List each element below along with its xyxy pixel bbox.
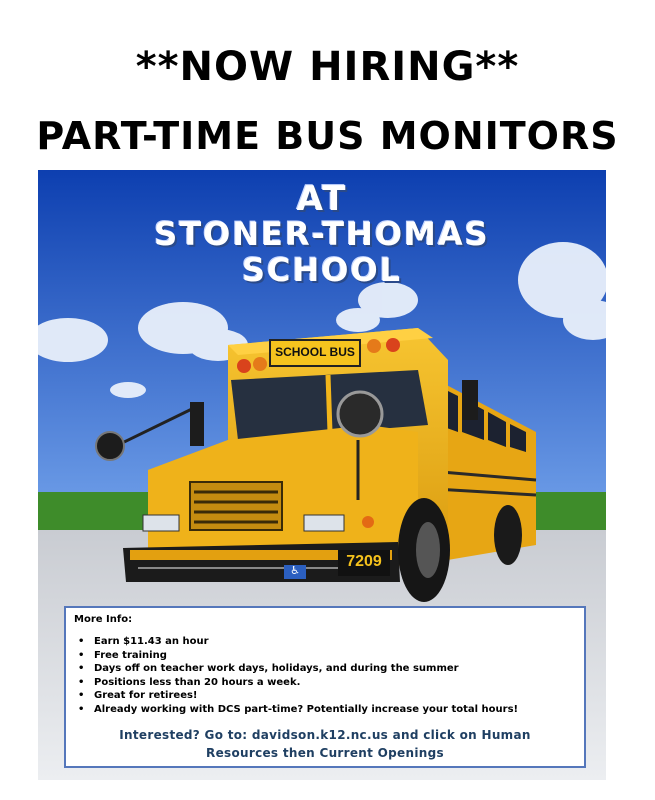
more-info-box xyxy=(64,606,586,768)
bus-sign-text: SCHOOL BUS xyxy=(275,345,355,359)
list-item: • Great for retirees! xyxy=(74,689,576,703)
overlay-school-name: STONER-THOMAS xyxy=(154,215,490,253)
more-info-title: More Info: xyxy=(74,614,133,625)
overlay-at: AT xyxy=(296,179,348,219)
cta-line-1: Interested? Go to: davidson.k12.nc.us and click on Human xyxy=(119,728,531,742)
headline-now-hiring: **NOW HIRING** xyxy=(135,44,520,90)
headline-position: PART-TIME BUS MONITORS xyxy=(36,114,619,158)
list-item: • Already working with DCS part-time? Potentially increase your total hours! xyxy=(74,703,576,717)
list-item: • Days off on teacher work days, holidays, and during the summer xyxy=(74,662,576,676)
bus-number: 7209 xyxy=(346,553,382,570)
list-item: • Free training xyxy=(74,649,576,663)
call-to-action xyxy=(74,726,576,762)
overlay-school: SCHOOL xyxy=(241,251,403,289)
list-item: • Earn $11.43 an hour xyxy=(74,635,576,649)
benefits-list xyxy=(74,635,576,716)
cta-line-2: Resources then Current Openings xyxy=(206,746,444,760)
list-item: • Positions less than 20 hours a week. xyxy=(74,676,576,690)
accessibility-icon: ♿ xyxy=(290,564,300,577)
